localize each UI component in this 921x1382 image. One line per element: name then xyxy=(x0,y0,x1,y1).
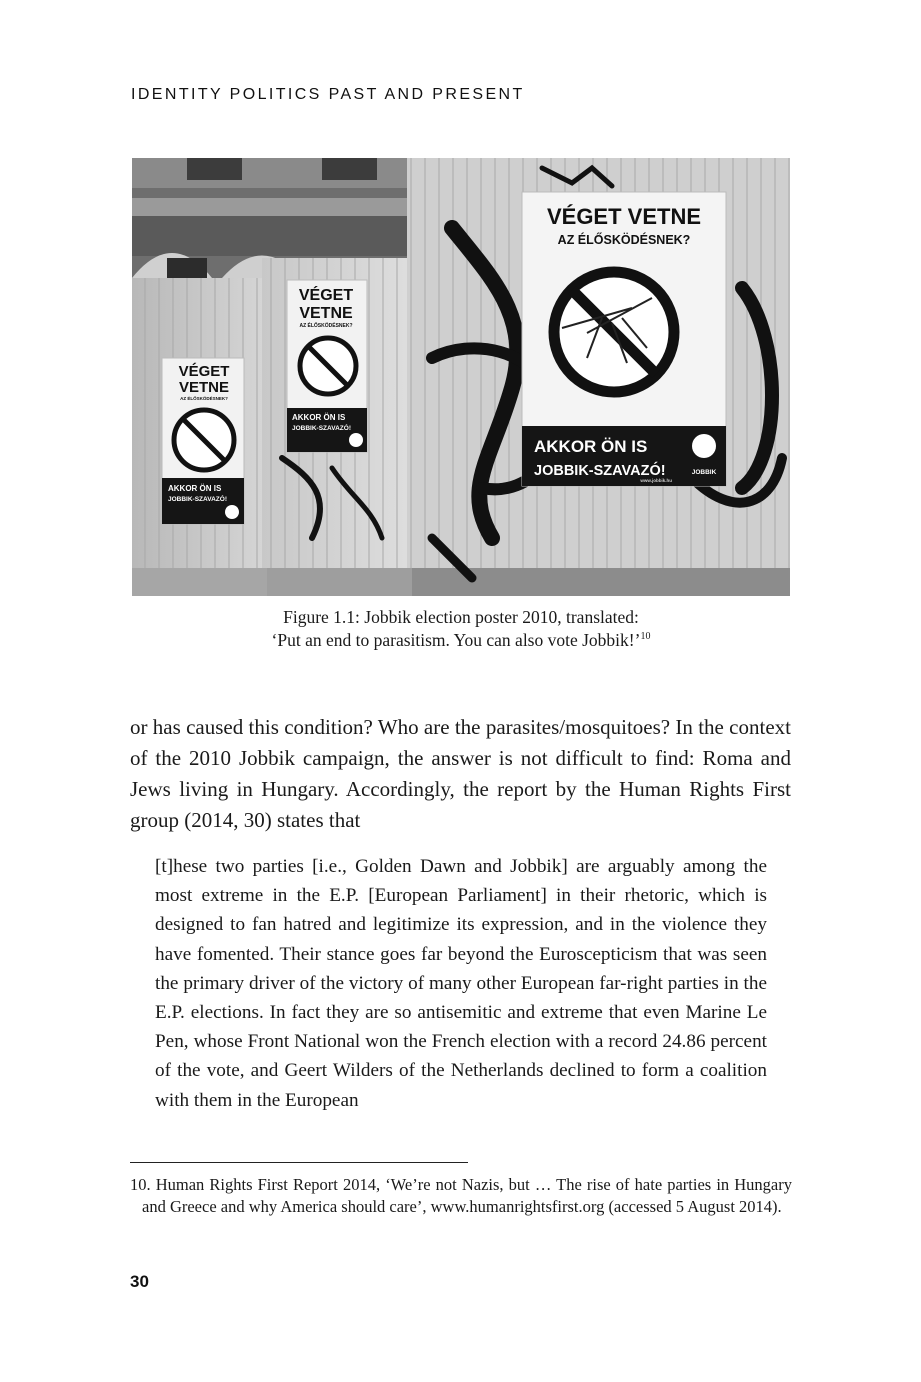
block-quote: [t]hese two parties [i.e., Golden Dawn and Jobbik] are arguably among the most extreme in the E.P. [European Parliament] in their rhetoric, which is designed to fan hatred and legitimize its expression, and in the violence they have fomented. Their stance goes far beyond the Euroscepticism that was seen the primary driver of the victory of many other European far-right parties in the E.P. elections. In fact they are so antisemitic and extreme that even Marine Le Pen, whose Front National won the French election with a record 24.86 percent of the vote, and Geert Wilders of the Netherlands declined to form a coalition with them in the European xyxy=(155,856,767,1111)
no-mosquito-icon xyxy=(554,272,674,392)
poster-large-footer-1: AKKOR ÖN IS xyxy=(534,437,648,456)
body-paragraph: or has caused this condition? Who are the parasites/mosquitoes? In the context of the 2010 Jobbik campaign, the answer is not difficult to find: Roma and Jews living in Hungary. Accordingly, the report by the Human Rights First group (2014, 30) states that xyxy=(130,715,791,832)
poster-large-url: www.jobbik.hu xyxy=(640,478,672,483)
footnote-rule xyxy=(130,1162,468,1163)
poster-middle-footer-1: AKKOR ÖN IS xyxy=(292,413,346,422)
poster-small-subhead: AZ ÉLŐSKÖDÉSNEK? xyxy=(180,396,228,401)
poster-small-headline-1: VÉGET xyxy=(178,363,230,380)
caption-line-1: Figure 1.1: Jobbik election poster 2010, translated: xyxy=(283,607,639,627)
jobbik-logo-icon xyxy=(692,434,716,458)
caption-line-2 xyxy=(132,629,790,652)
poster-middle xyxy=(287,280,367,452)
footnote-reference[interactable]: 10 xyxy=(640,631,651,643)
figure-caption xyxy=(132,606,790,652)
poster-middle-headline-2: VETNE xyxy=(299,305,353,322)
poster-small-headline-2: VETNE xyxy=(178,379,230,396)
poster-large-logo-text: JOBBIK xyxy=(691,469,717,476)
poster-middle-subhead: AZ ÉLŐSKÖDÉSNEK? xyxy=(299,323,353,329)
poster-large-footer-2: JOBBIK-SZAVAZÓ! xyxy=(534,463,666,479)
figure-photo xyxy=(132,158,790,596)
poster-middle-footer-2: JOBBIK-SZAVAZÓ! xyxy=(292,425,351,432)
poster-middle-headline-1: VÉGET xyxy=(298,287,354,304)
poster-small xyxy=(162,358,244,524)
poster-small-footer-1: AKKOR ÖN IS xyxy=(168,484,222,493)
poster-large-headline: VÉGET VETNE xyxy=(546,204,702,229)
poster-large xyxy=(522,192,726,486)
footnote: 10. Human Rights First Report 2014, ‘We’re not Nazis, but … The rise of hate parties in Hungary and Greece and why America should care’, www.humanrightsfirst.org (accessed 5 August 2014). xyxy=(130,1175,792,1216)
running-head: IDENTITY POLITICS PAST AND PRESENT xyxy=(131,86,525,103)
page-number: 30 xyxy=(130,1272,149,1291)
caption-line-2-text: ‘Put an end to parasitism. You can also vote Jobbik!’ xyxy=(271,630,641,650)
poster-small-footer-2: JOBBIK-SZAVAZÓ! xyxy=(168,496,227,503)
poster-large-subhead: AZ ÉLŐSKÖDÉSNEK? xyxy=(557,233,691,247)
